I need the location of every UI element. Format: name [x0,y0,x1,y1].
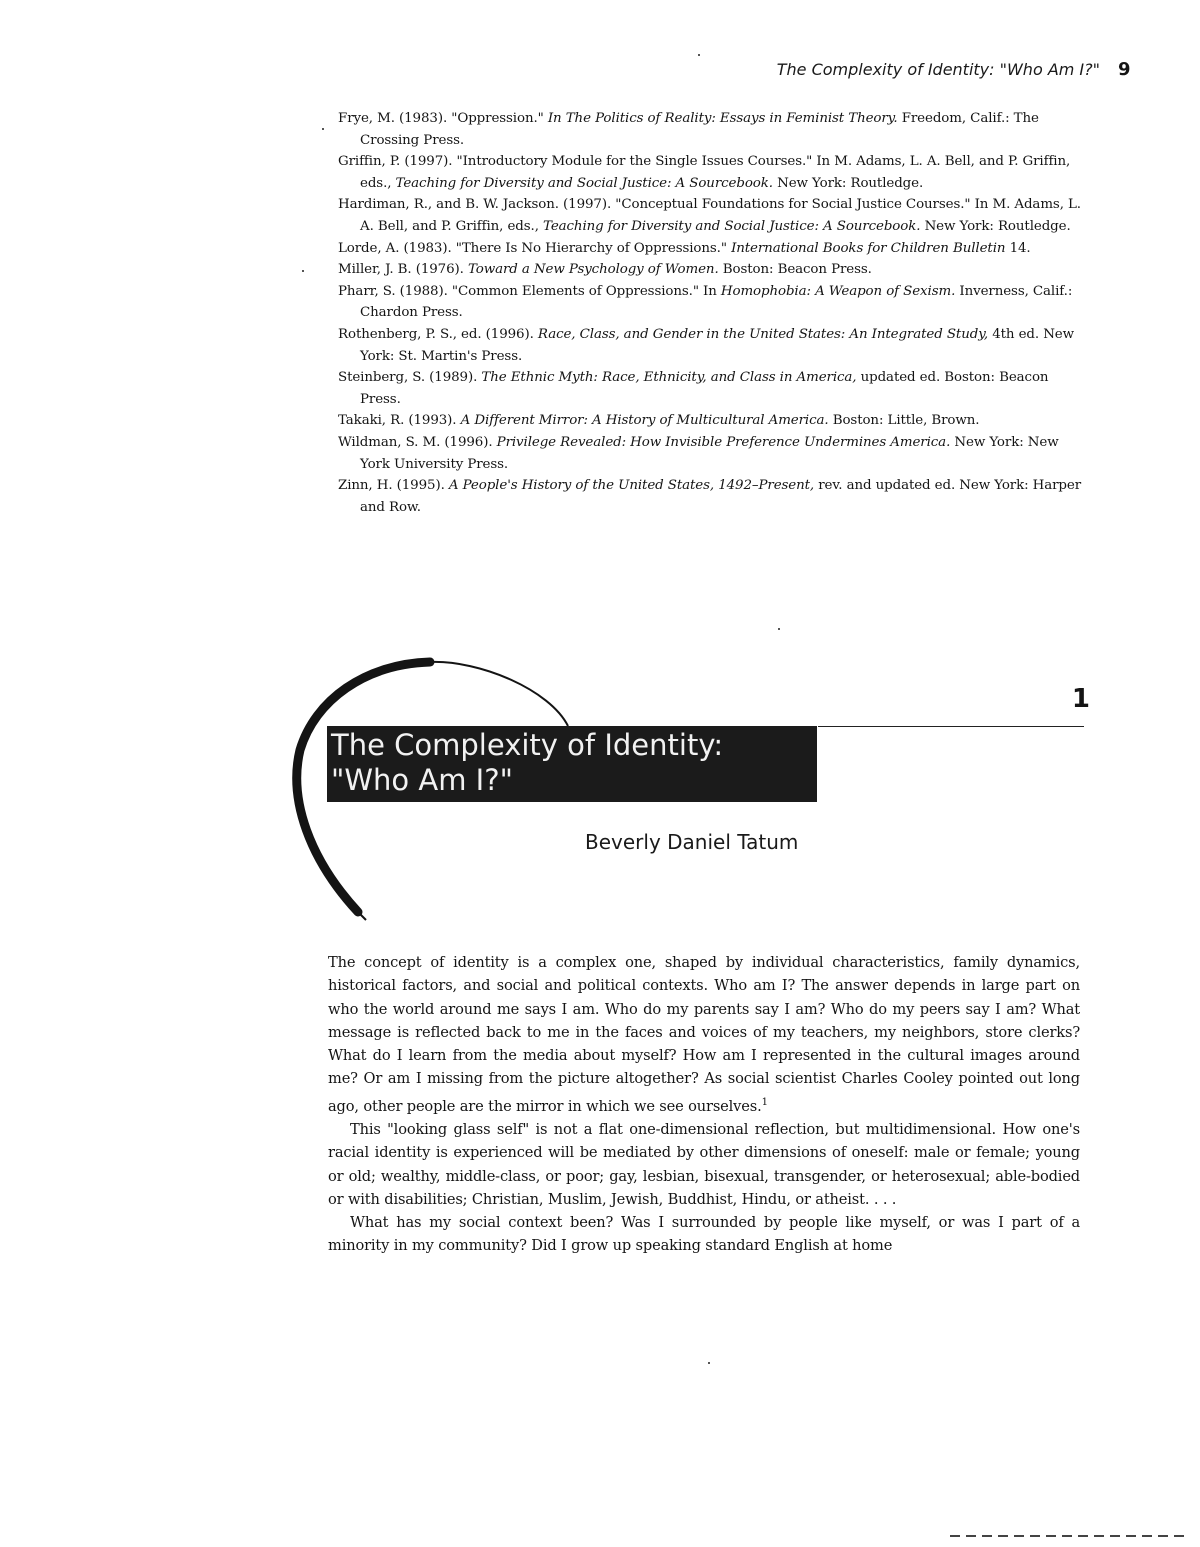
reference-text: updated ed. Boston: Beacon Press. [360,370,1049,407]
reference-title: Teaching for Diversity and Social Justice: A Sourcebook. [543,218,921,234]
reference-text: Steinberg, S. (1989). [338,370,482,386]
page-number: 9 [1118,59,1131,80]
reference-text: Rothenberg, P. S., ed. (1996). [338,326,538,342]
reference-entry [338,281,1092,324]
reference-entry [338,410,1092,432]
reference-text: Boston: Beacon Press. [718,262,872,278]
reference-text: rev. and updated ed. New York: Harper and Row. [360,478,1082,515]
chapter-title-line-2: "Who Am I?" [331,763,513,797]
reference-title: Homophobia: A Weapon of Sexism. [720,283,956,299]
chapter-number: 1 [1071,684,1090,714]
reference-entry [338,194,1092,237]
reference-entry [338,259,1092,281]
body-paragraph: This "looking glass self" is not a flat one-dimensional reflection, but multidimensional. How one's racial identity is experienced will be mediated by other dimensions of oneself: male or female; young or old; wealthy, middle-class, or poor; gay, lesbian, bisexual, transgender, or heterosexual; able-bodied or with disabilities; Christian, Muslim, Jewish, Buddhist, Hindu, or atheist. . . . [328,1120,1080,1208]
reference-text: 4th ed. New York: St. Martin's Press. [360,326,1074,364]
scan-speck [698,54,700,56]
reference-text: Takaki, R. (1993). [338,413,461,429]
scan-artifact-line [950,1535,1190,1537]
reference-title: Privilege Revealed: How Invisible Preference Undermines America. [496,434,951,450]
scan-speck [322,128,324,130]
chapter-author: Beverly Daniel Tatum [585,830,799,854]
reference-title: International Books for Children Bulletin [731,240,1006,256]
reference-entry [338,432,1092,475]
reference-text: Inverness, Calif.: Chardon Press. [360,283,1073,321]
chapter-title-line-1: The Complexity of Identity: [331,728,724,762]
reference-text: New York: Routledge. [772,175,924,191]
reference-title: In The Politics of Reality: Essays in Feminist Theory. [547,111,898,126]
reference-text: Griffin, P. (1997). "Introductory Module for the Single Issues Courses." In M. Adams, L. A. Bell, and P. Griffin, eds., [338,154,1071,191]
reference-title: Race, Class, and Gender in the United States: An Integrated Study, [537,326,989,342]
reference-title: A Different Mirror: A History of Multicultural America. [460,413,829,429]
reference-text: Wildman, S. M. (1996). [338,434,497,450]
reference-text: New York: Routledge. [920,218,1071,234]
chapter-rule [818,726,1084,727]
reference-entry [338,238,1092,260]
reference-entry [338,108,1092,151]
reference-title: A People's History of the United States, 1492–Present, [448,478,815,494]
reference-text: Frye, M. (1983). "Oppression." [338,111,548,126]
reference-text: Zinn, H. (1995). [338,478,449,494]
reference-text: 14. [1005,240,1031,256]
reference-text: Miller, J. B. (1976). [338,262,468,278]
reference-text: Lorde, A. (1983). "There Is No Hierarchy of Oppressions." [338,240,732,256]
chapter-body [328,951,1080,1258]
reference-text: Freedom, Calif.: The Crossing Press. [360,111,1039,148]
reference-text: New York: New York University Press. [360,434,1059,472]
scan-speck [778,628,780,630]
reference-title: The Ethnic Myth: Race, Ethnicity, and Class in America, [481,370,857,386]
reference-title: Teaching for Diversity and Social Justice: A Sourcebook. [395,175,773,191]
footnote-marker: 1 [761,1096,768,1108]
paragraph-text: The concept of identity is a complex one, shaped by individual characteristics, family dynamics, historical factors, and social and political contexts. Who am I? The answer depends in large part on who the world around me says I am. Who do my parents say I am? Who do my peers say I am? What message is reflected back to me in the faces and voices of my teachers, my neighbors, store clerks? What do I learn from the media about myself? How am I represented in the cultural images around me? Or am I missing from the picture altogether? As social scientist Charles Cooley pointed out long ago, other people are the mirror in which we see ourselves. [328,954,1080,1115]
reference-text: Hardiman, R., and B. W. Jackson. (1997). "Conceptual Foundations for Social Justice Courses." In M. Adams, L. A. Bell, and P. Griffin, eds., [338,197,1081,234]
reference-text: Pharr, S. (1988). "Common Elements of Oppressions." In [338,283,721,299]
scan-speck [708,1362,710,1364]
reference-entry [338,151,1092,194]
reference-entry [338,475,1092,518]
body-paragraph [328,951,1080,1118]
reference-title: Toward a New Psychology of Women. [467,262,719,278]
reference-entry [338,367,1092,410]
body-paragraph: What has my social context been? Was I surrounded by people like myself, or was I part of a minority in my community? Did I grow up speaking standard English at home [328,1214,1080,1255]
reference-text: Boston: Little, Brown. [828,413,980,429]
reference-list [338,108,1092,518]
reference-entry [338,324,1092,367]
scan-speck [302,270,304,272]
chapter-title [327,726,817,802]
running-head: The Complexity of Identity: "Who Am I?" [776,60,1100,79]
